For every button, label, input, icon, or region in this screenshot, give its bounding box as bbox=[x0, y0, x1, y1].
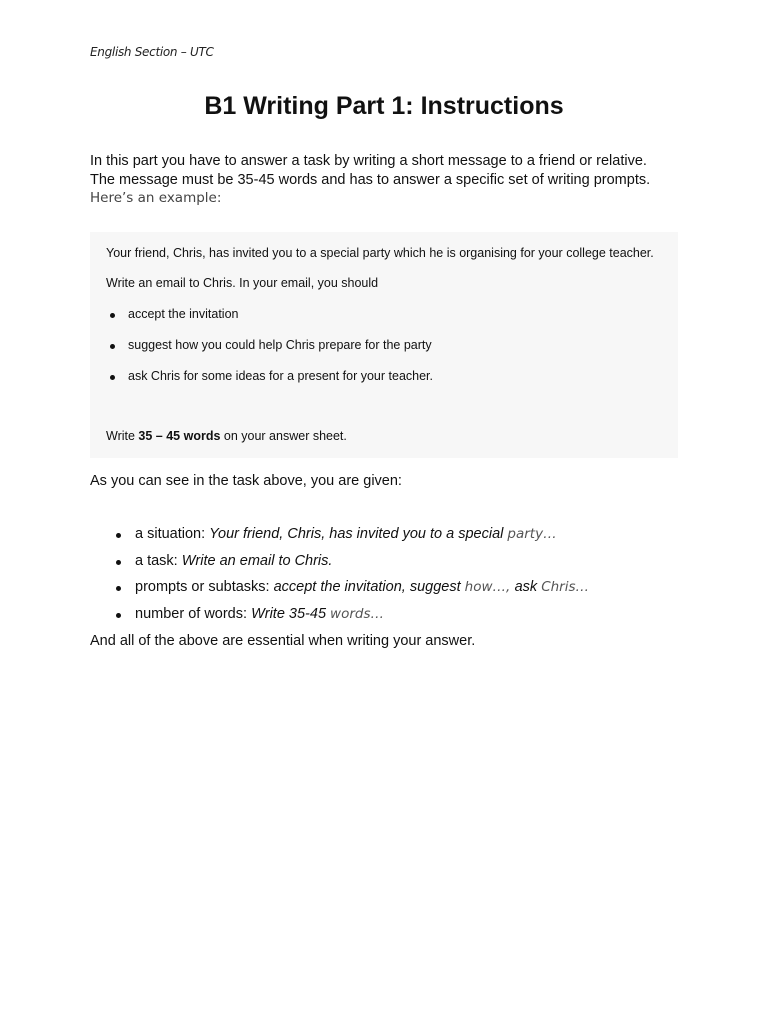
given-item-example-mid: how…, bbox=[464, 579, 515, 595]
task-bullet: accept the invitation bbox=[128, 307, 239, 321]
given-item-example-2: ask bbox=[514, 579, 542, 595]
bullet-dot bbox=[116, 560, 121, 565]
word-count-prefix: Write bbox=[106, 429, 139, 443]
bullet-dot bbox=[116, 586, 121, 591]
section-header: English Section – UTC bbox=[90, 45, 214, 59]
given-item-task bbox=[135, 553, 332, 569]
given-item-example-end: Chris… bbox=[541, 579, 590, 595]
given-item-example: Write 35-45 bbox=[251, 606, 331, 622]
intro-line-1: In this part you have to answer a task by writing a short message to a friend or relative. bbox=[90, 153, 647, 169]
bullet-dot bbox=[116, 533, 121, 538]
page-title: B1 Writing Part 1: Instructions bbox=[204, 92, 564, 120]
given-item-label: a task: bbox=[135, 553, 182, 569]
intro-line-2: The message must be 35-45 words and has to answer a specific set of writing prompts. bbox=[90, 171, 651, 188]
task-situation: Your friend, Chris, has invited you to a special party which he is organising for your college teacher. bbox=[106, 246, 654, 260]
given-item-example: Write an email to Chris. bbox=[181, 553, 333, 569]
given-item-label: a situation: bbox=[135, 526, 210, 542]
given-item-example: Your friend, Chris, has invited you to a special bbox=[209, 526, 508, 542]
intro-line-3: Here’s an example: bbox=[90, 190, 222, 206]
closing-sentence: And all of the above are essential when writing your answer. bbox=[90, 633, 476, 649]
given-item-example-end: party… bbox=[507, 526, 557, 542]
example-task-image bbox=[90, 232, 678, 458]
bullet-dot bbox=[116, 613, 121, 618]
task-bullet: suggest how you could help Chris prepare for the party bbox=[128, 338, 432, 352]
intro-paragraph bbox=[90, 152, 710, 208]
given-item-label: prompts or subtasks: bbox=[135, 579, 274, 595]
task-instruction: Write an email to Chris. In your email, you should bbox=[106, 276, 379, 290]
given-item-label: number of words: bbox=[135, 606, 252, 622]
word-count-suffix: on your answer sheet. bbox=[220, 429, 347, 443]
given-intro: As you can see in the task above, you are given: bbox=[90, 473, 402, 489]
task-word-count bbox=[106, 429, 347, 443]
given-item-word-count bbox=[135, 606, 384, 622]
given-item-example-end: words… bbox=[330, 606, 385, 622]
given-item-situation bbox=[135, 526, 557, 542]
given-item-prompts bbox=[135, 579, 589, 595]
task-bullet: ask Chris for some ideas for a present for your teacher. bbox=[128, 369, 433, 383]
word-count-bold: 35 – 45 words bbox=[138, 429, 221, 443]
given-item-example: accept the invitation, suggest bbox=[273, 579, 465, 595]
